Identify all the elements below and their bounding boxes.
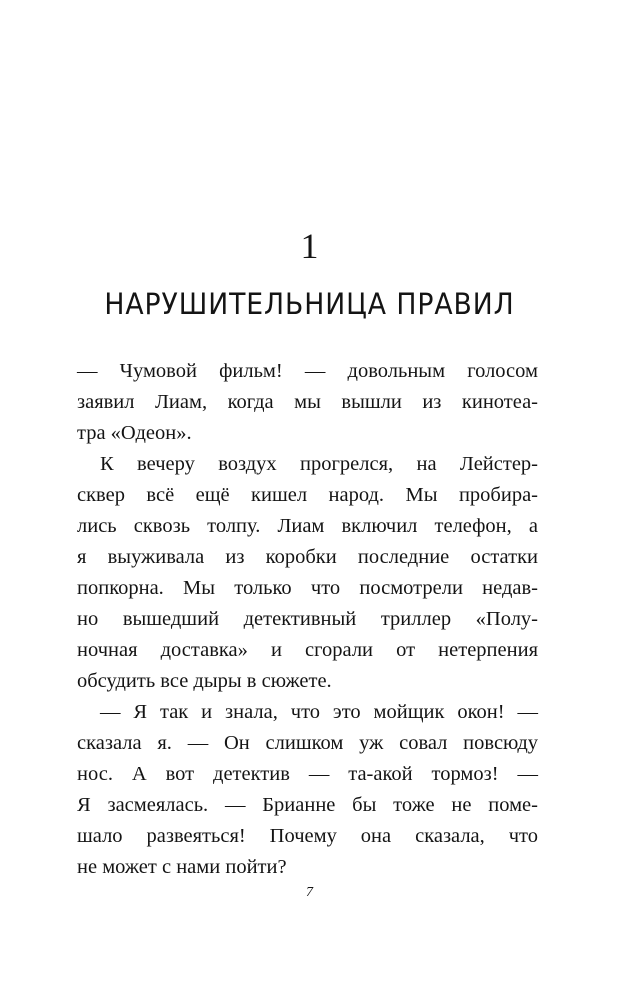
text-line: шало развеяться! Почему она сказала, что [77, 825, 538, 847]
body-text [77, 356, 538, 883]
chapter-title: НАРУШИТЕЛЬНИЦА ПРАВИЛ [104, 287, 515, 321]
page-number: 7 [306, 885, 313, 900]
text-line: обсудить все дыры в сюжете. [77, 670, 332, 692]
text-line: заявил Лиам, когда мы вышли из кинотеа- [77, 391, 538, 413]
text-line: сквер всё ещё кишел народ. Мы пробира- [77, 484, 538, 506]
text-line: ночная доставка» и сгорали от нетерпения [77, 639, 538, 661]
chapter-number: 1 [300, 226, 319, 266]
text-line: К вечеру воздух прогрелся, на Лейстер- [100, 453, 538, 475]
text-line: тра «Одеон». [77, 422, 192, 444]
text-line: не может с нами пойти? [77, 856, 287, 878]
text-line: я выуживала из коробки последние остатки [77, 546, 538, 568]
text-line: но вышедший детективный триллер «Полу- [77, 608, 538, 630]
text-line: попкорна. Мы только что посмотрели недав- [77, 577, 538, 599]
text-line: Я засмеялась. — Брианне бы тоже не поме- [77, 794, 538, 816]
text-line: нос. А вот детектив — та-акой тормоз! — [77, 763, 538, 785]
text-line: лись сквозь толпу. Лиам включил телефон, а [77, 515, 538, 537]
text-line: — Чумовой фильм! — довольным голосом [77, 360, 538, 382]
text-line: сказала я. — Он слишком уж совал повсюду [77, 732, 538, 754]
text-line: — Я так и знала, что это мойщик окон! — [100, 701, 538, 723]
